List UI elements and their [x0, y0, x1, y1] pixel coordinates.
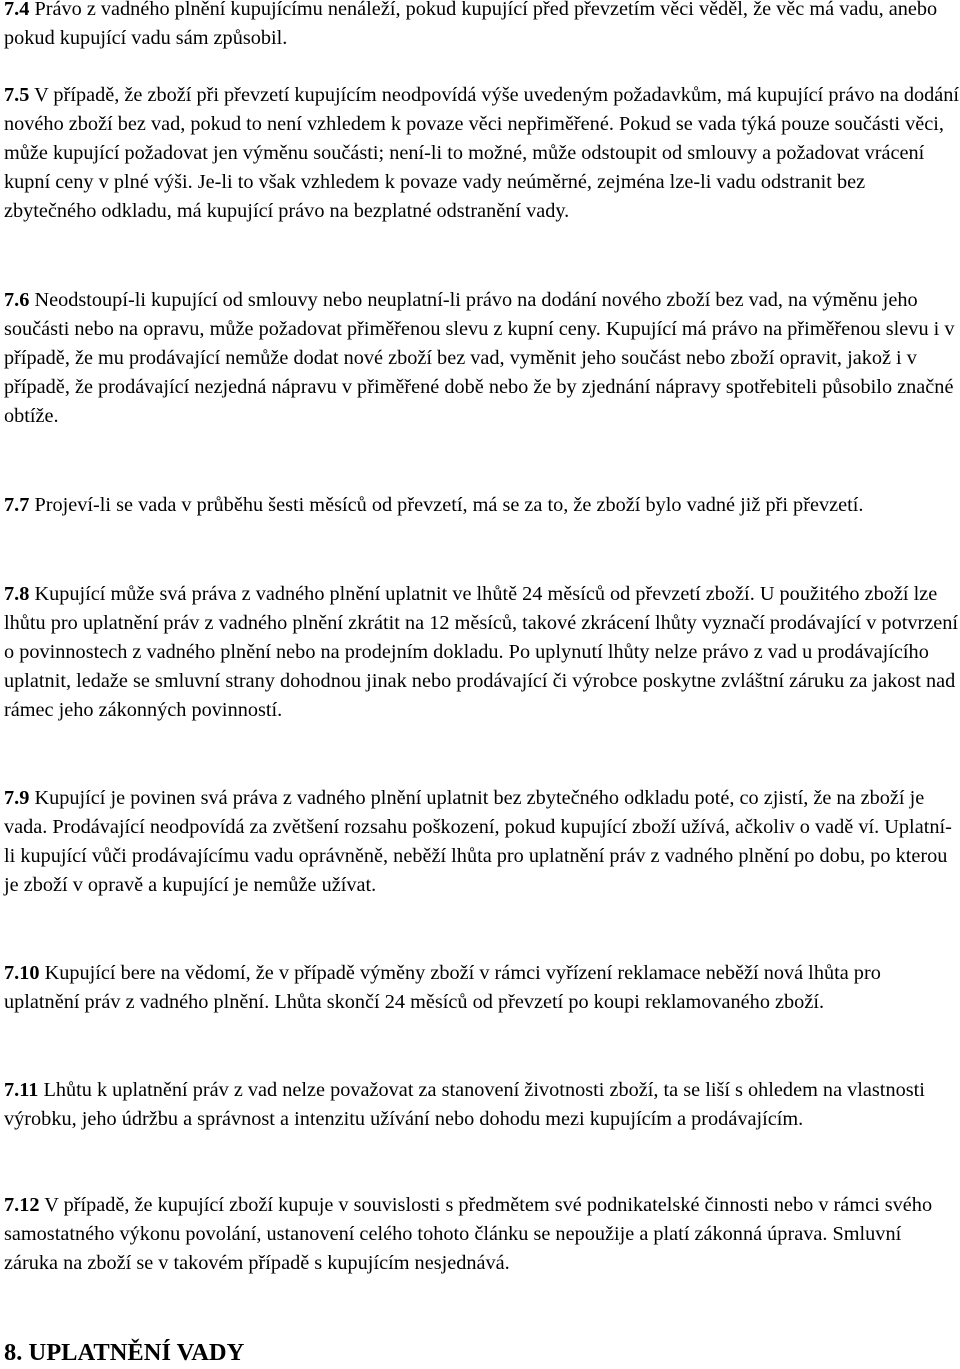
- section-number: 7.10: [4, 962, 40, 984]
- section-text: Projeví-li se vada v průběhu šesti měsíců od převzetí, má se za to, že zboží bylo vadné již při převzetí.: [34, 494, 864, 516]
- section-text: Lhůtu k uplatnění práv z vad nelze považovat za stanovení životnosti zboží, ta se liší s ohledem na vlastnosti výrobku, jeho údržbu a správnost a intenzitu užívání nebo dohodu mezi kupujícím a prodávajícím.: [4, 1079, 925, 1130]
- section-number: 7.12: [4, 1194, 40, 1216]
- section-number: 7.4: [4, 0, 30, 20]
- section-7-8: [4, 580, 960, 725]
- section-7-9: [4, 784, 960, 900]
- section-7-7: [4, 491, 960, 520]
- section-text: V případě, že zboží při převzetí kupujícím neodpovídá výše uvedeným požadavkům, má kupující právo na dodání nového zboží bez vad, pokud to není vzhledem k povaze věci nepřiměřené. Pokud se vada týká pouze součásti věci, může kupující požadovat jen výměnu součásti; není-li to možné, může odstoupit od smlouvy a požadovat vrácení kupní ceny v plné výši. Je-li to však vzhledem k povaze vady neúměrné, zejména lze-li vadu odstranit bez zbytečného odkladu, má kupující právo na bezplatné odstranění vady.: [4, 84, 960, 222]
- section-7-5: [4, 81, 960, 226]
- section-heading: 8. UPLATNĚNÍ VADY: [4, 1339, 245, 1366]
- section-text: V případě, že kupující zboží kupuje v souvislosti s předmětem své podnikatelské činnosti nebo v rámci svého samostatného výkonu povolání, ustanovení celého tohoto článku se nepoužije a platí zákonná úprava. Smluvní záruka na zboží se v takovém případě s kupujícím nesjednává.: [4, 1194, 933, 1274]
- section-number: 7.7: [4, 494, 30, 516]
- section-number: 7.5: [4, 84, 30, 106]
- section-text: Kupující je povinen svá práva z vadného plnění uplatnit bez zbytečného odkladu poté, co zjistí, že na zboží je vada. Prodávající neodpovídá za zvětšení rozsahu poškození, pokud kupující zboží užívá, ačkoliv o vadě ví. Uplatní-li kupující vůči prodávajícímu vadu oprávněně, neběží lhůta pro uplatnění práv z vadného plnění po dobu, po kterou je zboží v opravě a kupující je nemůže užívat.: [4, 787, 952, 896]
- section-number: 7.9: [4, 787, 30, 809]
- section-7-11: [4, 1076, 960, 1134]
- section-text: Kupující bere na vědomí, že v případě výměny zboží v rámci vyřízení reklamace neběží nová lhůta pro uplatnění práv z vadného plnění. Lhůta skončí 24 měsíců od převzetí po koupi reklamovaného zboží.: [4, 962, 881, 1013]
- section-text: Kupující může svá práva z vadného plnění uplatnit ve lhůtě 24 měsíců od převzetí zboží. U použitého zboží lze lhůtu pro uplatnění práv z vadného plnění zkrátit na 12 měsíců, takové zkrácení lhůty vyznačí prodávající v potvrzení o povinnostech z vadného plnění nebo na prodejním dokladu. Po uplynutí lhůty nelze právo z vad u prodávajícího uplatnit, ledaže se smluvní strany dohodnou jinak nebo prodávající či výrobce poskytne zvláštní záruku za jakost nad rámec jeho zákonných povinností.: [4, 583, 959, 721]
- section-7-4: [4, 0, 960, 53]
- section-number: 7.8: [4, 583, 30, 605]
- section-number: 7.11: [4, 1079, 39, 1101]
- section-number: 7.6: [4, 289, 30, 311]
- section-7-6: [4, 286, 960, 431]
- section-text: Neodstoupí-li kupující od smlouvy nebo neuplatní-li právo na dodání nového zboží bez vad, na výměnu jeho součásti nebo na opravu, může požadovat přiměřenou slevu z kupní ceny. Kupující má právo na přiměřenou slevu i v případě, že mu prodávající nemůže dodat nové zboží bez vad, vyměnit jeho součást nebo zboží opravit, jakož i v případě, že prodávající nezjedná nápravu v přiměřené době nebo že by zjednání nápravy spotřebiteli působilo značné obtíže.: [4, 289, 955, 427]
- section-7-10: [4, 959, 960, 1017]
- section-7-12: [4, 1191, 960, 1278]
- section-text: Právo z vadného plnění kupujícímu nenáleží, pokud kupující před převzetím věci věděl, že věc má vadu, anebo pokud kupující vadu sám způsobil.: [4, 0, 938, 49]
